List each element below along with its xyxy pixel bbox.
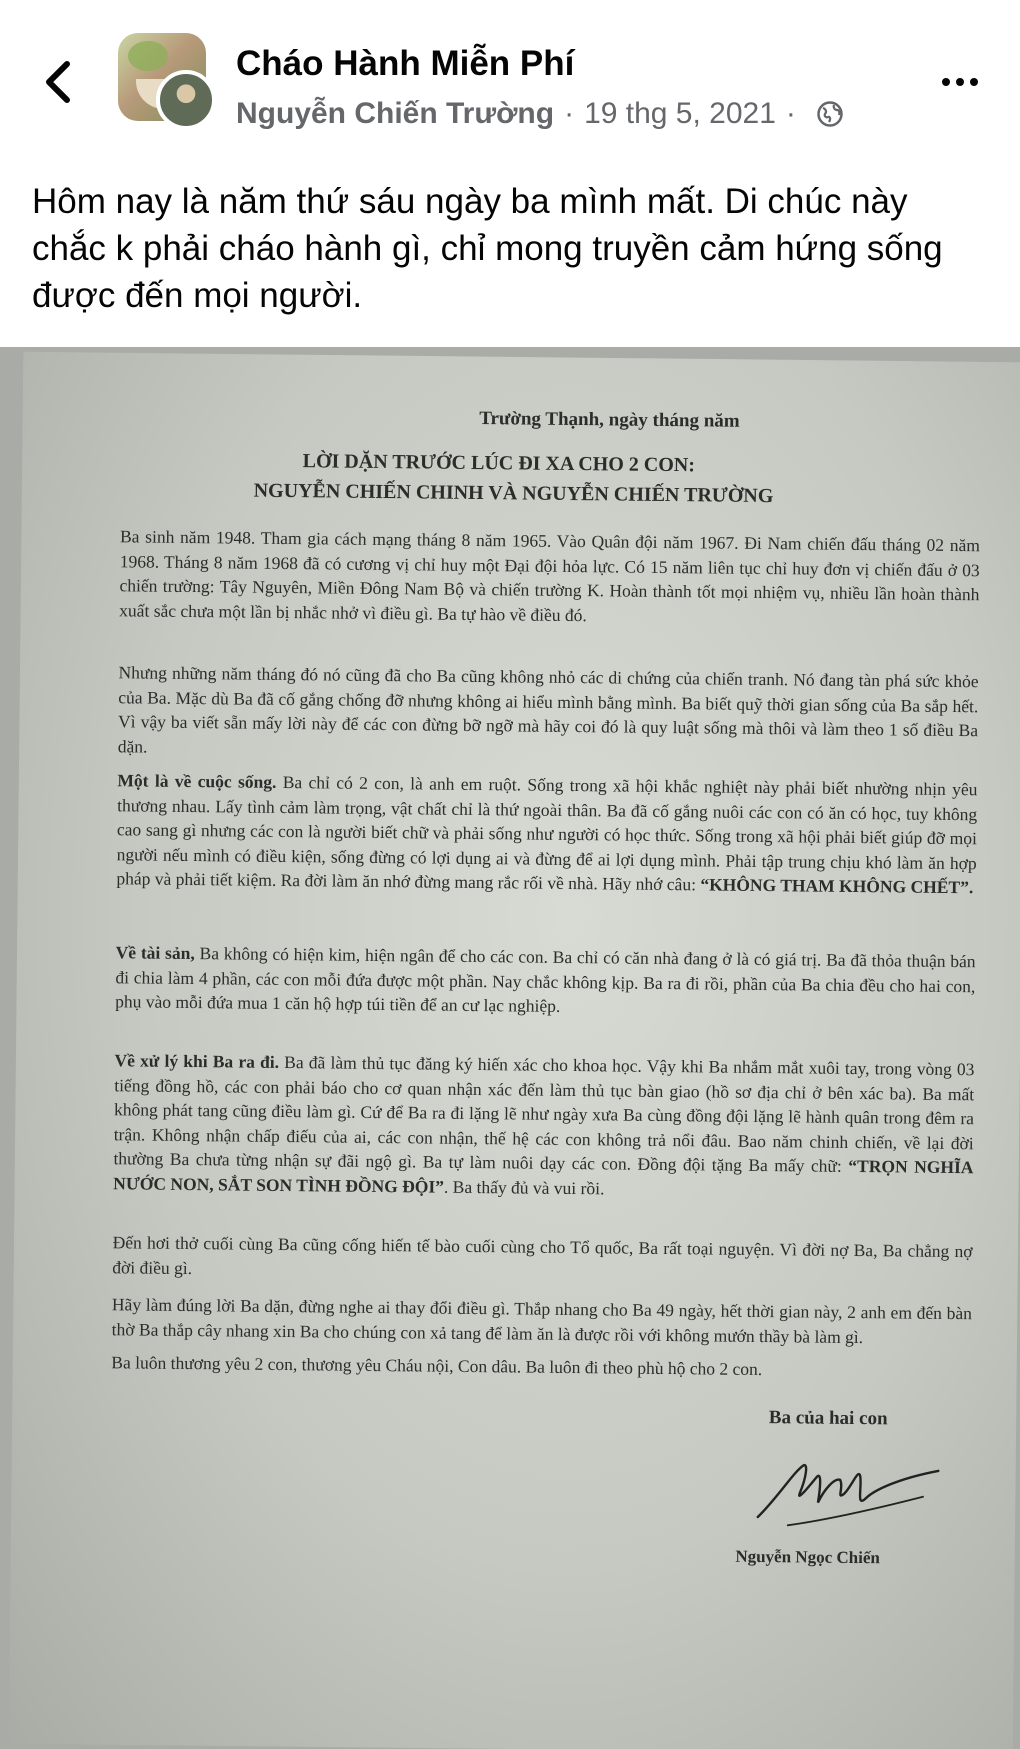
paragraph-text: Đến hơi thở cuối cùng Ba cũng cống hiến tế bào cuối cùng cho Tổ quốc, Ba rất toại nguyện. Vì đời nợ Ba, Ba chẳng nợ đời điều gì. bbox=[112, 1232, 973, 1278]
meta-separator: · bbox=[785, 97, 796, 130]
post-text: Hôm nay là năm thứ sáu ngày ba mình mất. Di chúc này chắc k phải cháo hành gì, chỉ mong truyền cảm hứng sống được đến mọi người. bbox=[32, 182, 943, 315]
document-subtitle: NGUYỄN CHIẾN CHINH VÀ NGUYỄN CHIẾN TRƯỜNG bbox=[253, 479, 774, 508]
meta-separator: · bbox=[564, 97, 575, 130]
post-header bbox=[0, 0, 1020, 140]
document-date-line: Trường Thạnh, ngày tháng năm bbox=[479, 408, 740, 432]
post-photo[interactable] bbox=[0, 347, 1020, 1749]
paragraph-heading: Về xử lý khi Ba ra đi. bbox=[114, 1050, 280, 1072]
document-paragraph bbox=[119, 524, 980, 631]
post-meta bbox=[236, 97, 844, 131]
document-paragraph bbox=[111, 1350, 971, 1384]
document-paragraph bbox=[115, 940, 976, 1023]
group-name[interactable]: Cháo Hành Miễn Phí bbox=[236, 44, 575, 83]
document-paragraph bbox=[112, 1230, 972, 1288]
paragraph-text: . Ba thấy đủ và vui rồi. bbox=[443, 1176, 605, 1198]
document-paragraph bbox=[112, 1292, 972, 1350]
more-options-icon bbox=[970, 78, 978, 86]
post-date[interactable]: 19 thg 5, 2021 bbox=[584, 97, 776, 130]
document-title: LỜI DẶN TRƯỚC LÚC ĐI XA CHO 2 CON: bbox=[302, 450, 696, 477]
paragraph-text: Ba không có hiện kim, hiện ngân để cho các con. Ba chỉ có căn nhà đang ở là có giá trị. Ba đã thỏa thuận bán đi chia làm 4 phần, các con mỗi đứa được một phần. Nay chắc không kịp. Ba ra đi rồi, phần của Ba chia đều cho hai con, phụ vào mỗi đứa mua 1 căn hộ hợp túi tiền để an cư lạc nghiệp. bbox=[115, 943, 976, 1016]
paragraph-text: Hãy làm đúng lời Ba dặn, đừng nghe ai thay đổi điều gì. Thắp nhang cho Ba 49 ngày, hết thời gian này, 2 anh em đến bàn thờ Ba thắp cây nhang xin Ba cho chúng con xả tang để làm ăn là được rồi với không mướn thầy bà làm gì. bbox=[111, 1294, 973, 1347]
document-signoff: Ba của hai con bbox=[768, 1407, 888, 1430]
more-options-button[interactable] bbox=[930, 62, 990, 102]
more-options-icon bbox=[956, 78, 964, 86]
will-document bbox=[0, 347, 1020, 1749]
paragraph-text: Ba đã làm thủ tục đăng ký hiến xác cho khoa học. Vậy khi Ba nhắm mắt xuôi tay, trong vòng 03 tiếng đồng hồ, các con phải báo cho cơ quan nhận xác đến làm thủ tục bàn giao (hồ sơ địa chỉ ở bên xác ba). Ba mất không phát tang cũng điều làm gì. Cứ để Ba ra đi lặng lẽ như ngày xưa Ba cùng đồng đội lặng lẽ hành quân trong đêm ra trận. Không nhận chấp điếu của ai, các con nhận, thế hệ các con không trả nổi đâu. Bao năm chinh chiến, về lại đời thường Ba chưa từng nhận sự đãi ngộ gì. Ba tự làm nuôi dạy các con. Đồng đội tặng Ba mấy chữ: bbox=[113, 1051, 975, 1176]
back-button[interactable] bbox=[32, 52, 84, 112]
author-avatar[interactable] bbox=[156, 70, 216, 130]
paragraph-text: Ba luôn thương yêu 2 con, thương yêu Cháu nội, Con dâu. Ba luôn đi theo phù hộ cho 2 con. bbox=[111, 1352, 763, 1380]
document-paragraph bbox=[118, 660, 979, 767]
paragraph-quote: “KHÔNG THAM KHÔNG CHẾT”. bbox=[700, 874, 974, 898]
paragraph-heading: Một là về cuộc sống. bbox=[117, 770, 277, 792]
paragraph-quote: “TRỌN NGHĨA NƯỚC NON, SẮT SON TÌNH ĐỒNG ĐỘI” bbox=[113, 1155, 974, 1197]
globe-icon bbox=[816, 100, 844, 128]
paragraph-text: Ba sinh năm 1948. Tham gia cách mạng tháng 8 năm 1965. Vào Quân đội năm 1967. Đi Nam chiến đấu tháng 02 năm 1968. Tháng 8 năm 1968 đã có cương vị chỉ huy một Đại đội hỏa lực. Có 15 năm liên tục chỉ huy đơn vị chiến đấu ở 03 chiến trường: Tây Nguyên, Miền Đông Nam Bộ và chiến trường K. Hoàn thành tốt mọi nhiệm vụ, nhiều lần hoàn thành xuất sắc chưa một lần bị nhắc nhở vì điều gì. Ba tự hào về điều đó. bbox=[119, 526, 981, 625]
paragraph-text: Nhưng những năm tháng đó nó cũng đã cho Ba cũng không nhỏ các di chứng của chiến tranh. Nó đang tàn phá sức khỏe của Ba. Mặc dù Ba đã cố gắng chống đỡ nhưng không ai hiểu mình bằng mình. Ba biết quỹ thời gian sống của Ba sắp hết. Vì vậy ba viết sẵn mấy lời này để các con đừng bỡ ngỡ mà hãy coi đó là quy luật sống mà thôi và làm theo 1 số điều Ba dặn. bbox=[117, 662, 979, 757]
author-name[interactable]: Nguyễn Chiến Trường bbox=[236, 97, 555, 130]
paragraph-heading: Về tài sản, bbox=[115, 942, 195, 964]
paragraph-text: Ba chỉ có 2 con, là anh em ruột. Sống trong xã hội khắc nghiệt này phải biết nhường nhịn yêu thương nhau. Lấy tình cảm làm trọng, vật chất chỉ là thứ ngoài thân. Ba đã cố gắng nuôi các con có ăn có học, tuy không cao sang gì nhưng các con là người biết chữ và phải sống như người có học thức. Sống trong xã hội phải biết giúp đỡ mọi người nếu mình có điều kiện, sống đừng có lợi dụng ai và đừng để ai lợi dụng mình. Phải tập trung chịu khó làm ăn hợp pháp và phải tiết kiệm. Ra đời làm ăn nhớ đừng mang rắc rối về nhà. Hãy nhớ câu: bbox=[116, 771, 978, 895]
document-paragraph bbox=[116, 768, 977, 899]
more-options-icon bbox=[942, 78, 950, 86]
handwritten-signature bbox=[748, 1447, 949, 1539]
back-chevron-icon bbox=[43, 60, 73, 104]
document-paragraph bbox=[113, 1048, 974, 1204]
document-signer: Nguyễn Ngọc Chiến bbox=[735, 1546, 880, 1568]
